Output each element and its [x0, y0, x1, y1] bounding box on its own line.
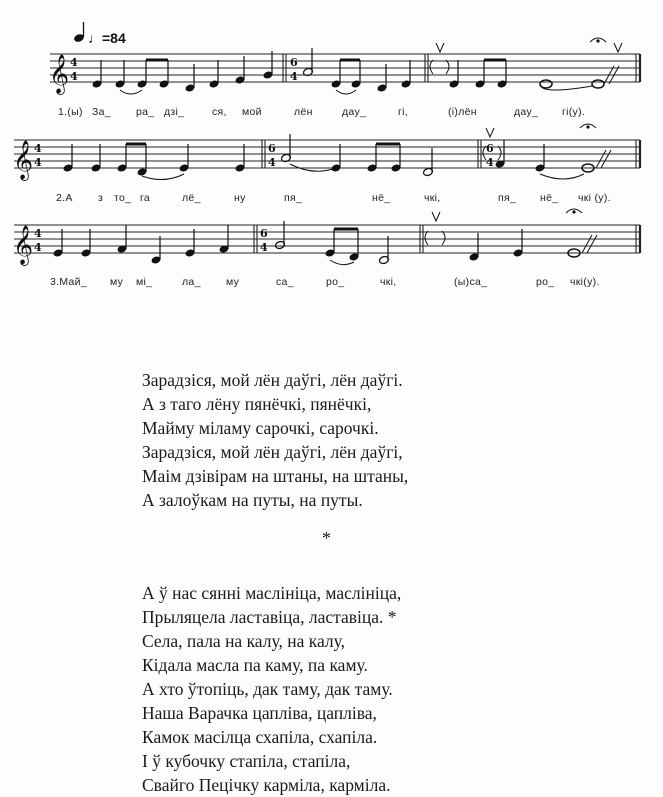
- lyric-line-3-word-5: му: [226, 276, 240, 288]
- poem-line: Прыляцела ластавіца, ластавіца. *: [142, 607, 397, 627]
- poem-line: Зарадзіся, мой лён даўгі, лён даўгі.: [142, 370, 403, 390]
- lyric-line-2-word-9: чкі,: [424, 192, 441, 204]
- lyric-line-3-word-1: 3.Май_: [50, 276, 87, 288]
- poem-line: І ў кубочку стапіла, стапіла,: [142, 751, 351, 771]
- poem-line: Маім дзівірам на штаны, на штаны,: [142, 466, 409, 486]
- lyric-line-2-word-10: пя_: [498, 192, 517, 204]
- lyric-line-1-word-4: дзі_: [164, 106, 185, 118]
- poem-line: Зарадзіся, мой лён даўгі, лён даўгі,: [142, 442, 403, 462]
- music-score: [0, 0, 663, 300]
- time-signature-top: 4: [34, 227, 42, 240]
- lyric-line-1-word-6: мой: [242, 106, 262, 118]
- lyric-line-3-word-8: чкі,: [380, 276, 397, 288]
- poem-line: А хто ўтопіць, дак таму, дак таму.: [142, 679, 393, 699]
- lyric-line-2-word-6: ну: [234, 192, 246, 204]
- lyric-line-2-word-1: 2.А: [56, 192, 73, 204]
- lyric-line-3-word-2: му: [110, 276, 124, 288]
- time-signature-6-top: 6: [268, 142, 276, 155]
- staff-system-3: [13, 209, 640, 288]
- time-signature-6-bottom: 4: [486, 156, 494, 169]
- poem-line: Майму міламу сарочкі, сарочкі.: [142, 418, 379, 438]
- lyric-line-2-word-5: лё_: [182, 192, 201, 204]
- lyric-line-3-word-7: ро_: [326, 276, 345, 288]
- time-signature-top: 4: [34, 142, 42, 155]
- time-signature-bottom: 4: [34, 156, 42, 169]
- poem-line: А з таго лёну пянёчкі, пянёчкі,: [142, 394, 372, 414]
- poem-line: А ў нас сянні маслініца, маслініца,: [142, 583, 402, 603]
- lyric-line-2-word-11: нё_: [540, 192, 559, 204]
- treble-clef: 𝄞: [49, 54, 70, 94]
- lyric-line-3-word-6: са_: [276, 276, 294, 288]
- lyric-line-1-word-12: гі(у).: [562, 106, 586, 118]
- poem-line: Кідала масла па каму, па каму.: [142, 655, 368, 675]
- lyric-line-3-word-11: чкі(у).: [570, 276, 600, 288]
- time-signature-6-top: 6: [260, 227, 268, 240]
- time-signature-6-top: 6: [290, 56, 298, 69]
- lyric-line-2-word-12: чкі (у).: [578, 192, 611, 204]
- tempo-mark: [73, 22, 126, 46]
- lyric-line-1-word-8: дау_: [342, 106, 367, 118]
- time-signature-6-top: 6: [486, 142, 494, 155]
- poem-stanza-2: [142, 581, 401, 797]
- time-signature-bottom: 4: [34, 241, 42, 254]
- lyric-line-3-word-3: мі_: [136, 276, 153, 288]
- time-signature-bottom: 4: [70, 70, 78, 83]
- lyric-line-1-word-5: ся,: [212, 106, 227, 118]
- time-signature-6-bottom: 4: [290, 70, 298, 83]
- time-signature-6-bottom: 4: [268, 156, 276, 169]
- lyric-line-2-word-8: нё_: [372, 192, 391, 204]
- poem-stanza-1: [142, 368, 408, 512]
- lyric-line-1-word-2: За_: [92, 106, 111, 118]
- lyric-line-3-word-9: (ы)са_: [454, 276, 488, 288]
- poem-line: А залоўкам на путы, на путы.: [142, 490, 363, 510]
- treble-clef: 𝄞: [13, 140, 34, 180]
- lyric-line-2-word-7: пя_: [284, 192, 303, 204]
- lyric-line-1-word-10: (і)лён: [448, 106, 477, 118]
- lyric-line-1-word-3: ра_: [136, 106, 155, 118]
- staff-system-1: [49, 38, 640, 118]
- lyric-line-3-word-10: ро_: [536, 276, 555, 288]
- treble-clef: 𝄞: [13, 225, 34, 265]
- lyric-line-2-word-2: з: [98, 192, 104, 204]
- poem-line: Наша Варачка цапліва, цапліва,: [142, 703, 377, 723]
- lyric-line-2-word-3: то_: [114, 192, 132, 204]
- tempo-text: ♩=84: [88, 30, 126, 46]
- lyric-line-1-word-9: гі,: [398, 106, 408, 118]
- lyric-line-1-word-11: дау_: [514, 106, 539, 118]
- time-signature-top: 4: [70, 56, 78, 69]
- poem-line: Села, пала на калу, на калу,: [142, 631, 345, 651]
- poem-line: Камок масілца схапіла, схапіла.: [142, 727, 378, 747]
- section-separator: *: [322, 528, 331, 548]
- poem-line: Свайго Пецічку карміла, карміла.: [142, 775, 391, 795]
- time-signature-6-bottom: 4: [260, 241, 268, 254]
- lyric-line-2-word-4: га: [140, 192, 151, 204]
- staff-system-2: [13, 124, 640, 204]
- lyric-line-1-word-1: 1.(ы): [58, 106, 83, 118]
- music-score-svg: [0, 0, 663, 300]
- lyric-line-3-word-4: ла_: [182, 276, 201, 288]
- lyric-line-1-word-7: лён: [294, 106, 313, 118]
